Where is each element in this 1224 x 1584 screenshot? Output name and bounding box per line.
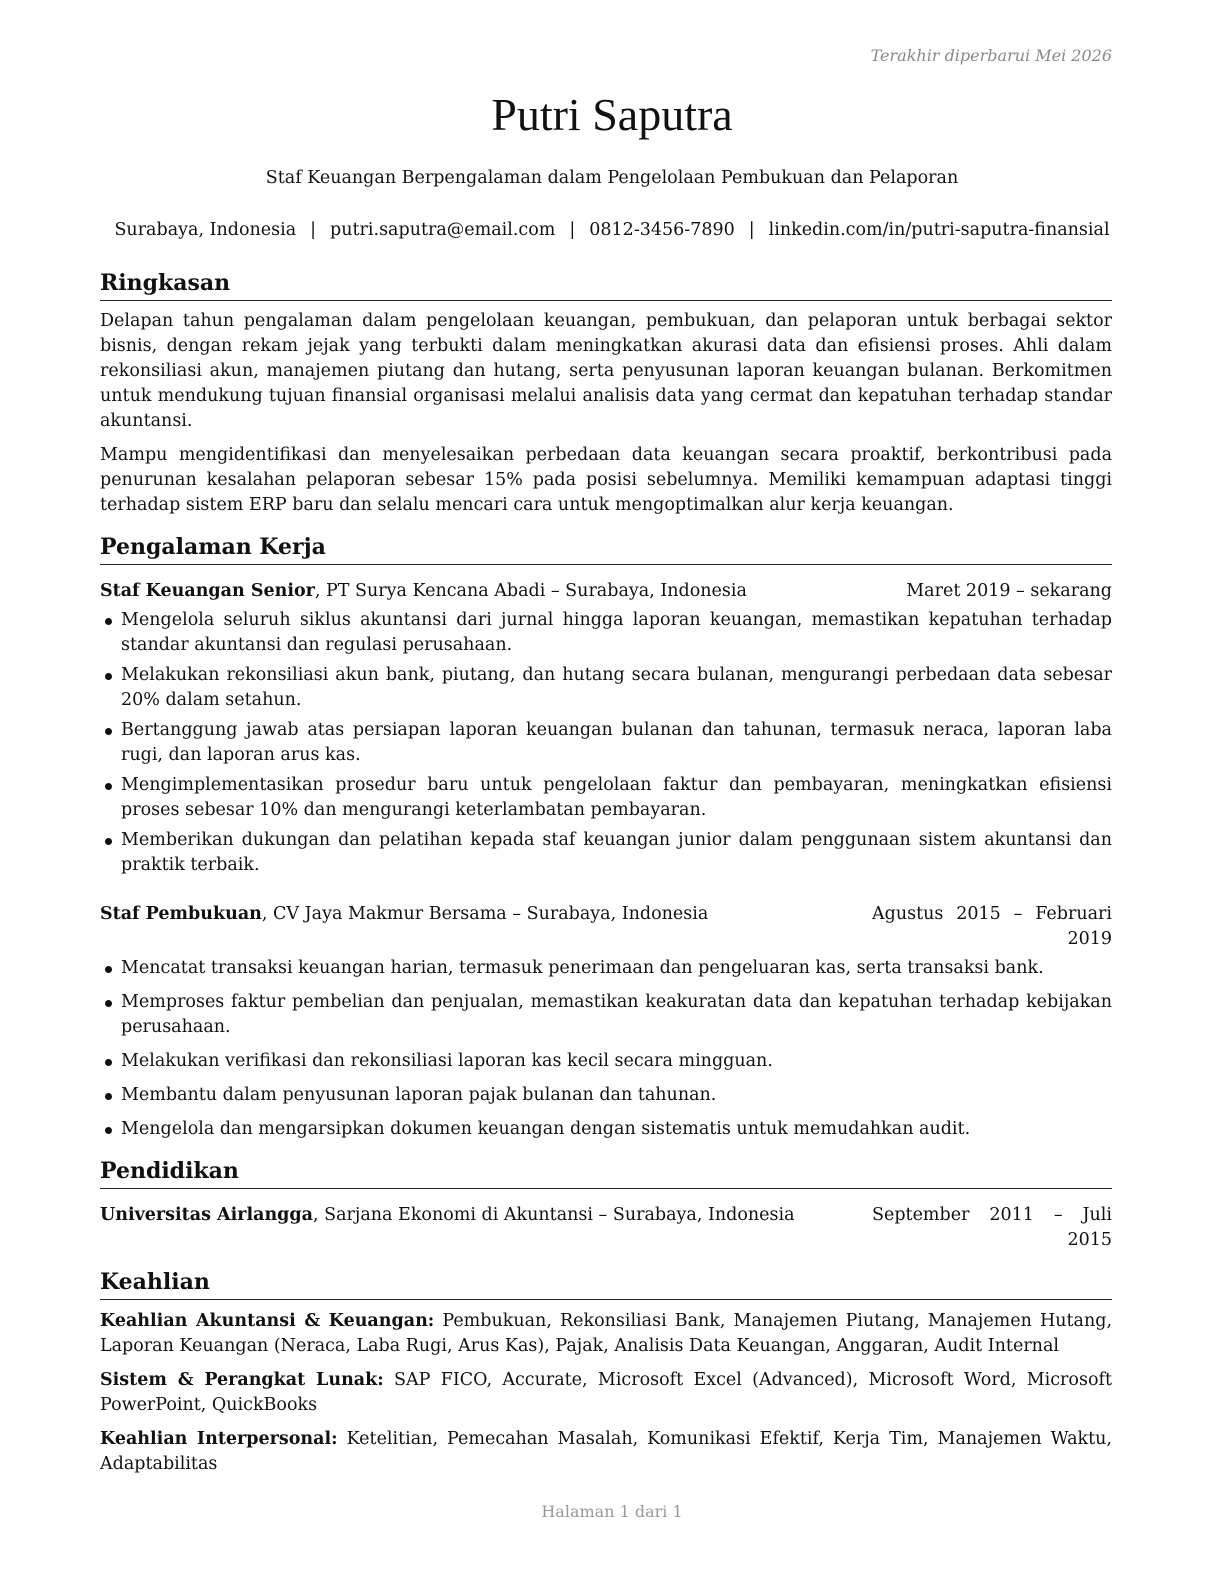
skill-group-items: Pembukuan, Rekonsiliasi Bank, Manajemen Piutang, Manajemen Hutang, Laporan Keuangan (Neraca, Laba Rugi, Arus Kas), Pajak, Analisis Data Keuangan, Anggaran, Audit Internal xyxy=(100,1311,1113,1356)
skills-section xyxy=(100,1267,1112,1477)
section-title-education: Pendidikan xyxy=(100,1156,1112,1189)
job-bullets xyxy=(100,956,1112,1142)
skill-group xyxy=(100,1427,1112,1477)
job-bullet: Memproses faktur pembelian dan penjualan, memastikan keakuratan data dan kepatuhan terhadap kebijakan perusahaan. xyxy=(100,990,1112,1040)
summary-paragraph: Delapan tahun pengalaman dalam pengelolaan keuangan, pembukuan, dan pelaporan untuk berbagai sektor bisnis, dengan rekam jejak yang terbukti dalam meningkatkan akurasi data dan efisiensi proses. Ahli dalam rekonsiliasi akun, manajemen piutang dan hutang, serta penyusunan laporan keuangan bulanan. Berkomitmen untuk mendukung tujuan finansial organisasi melalui analisis data yang cermat dan kepatuhan terhadap standar akuntansi. xyxy=(100,311,1112,431)
last-updated: Terakhir diperbarui Mei 2026 xyxy=(870,46,1112,65)
contact-line xyxy=(0,220,1224,240)
job-bullets xyxy=(100,608,1112,878)
job-bullet: Melakukan verifikasi dan rekonsiliasi laporan kas kecil secara mingguan. xyxy=(100,1049,1112,1074)
skill-group-label: Keahlian Interpersonal: xyxy=(100,1429,338,1449)
contact-phone: 0812-3456-7890 xyxy=(589,220,735,240)
job-company: , PT Surya Kencana Abadi – Surabaya, Indonesia xyxy=(314,581,747,601)
job-company: , CV Jaya Makmur Bersama – Surabaya, Indonesia xyxy=(261,904,709,924)
summary-section xyxy=(100,268,1112,518)
experience-section xyxy=(100,532,1112,1142)
candidate-headline: Staf Keuangan Berpengalaman dalam Pengelolaan Pembukuan dan Pelaporan xyxy=(265,168,959,188)
job-bullet: Bertanggung jawab atas persiapan laporan keuangan bulanan dan tahunan, termasuk neraca, laporan laba rugi, dan laporan arus kas. xyxy=(100,718,1112,768)
skill-group-items: Ketelitian, Pemecahan Masalah, Komunikasi Efektif, Kerja Tim, Manajemen Waktu, Adaptabilitas xyxy=(100,1429,1112,1474)
contact-email[interactable]: putri.saputra@email.com xyxy=(330,220,556,240)
education-school: Universitas Airlangga xyxy=(100,1205,313,1225)
job-title-line xyxy=(100,902,872,952)
job-dates: Maret 2019 – sekarang xyxy=(906,581,1112,601)
job-header xyxy=(100,579,1112,604)
summary-paragraph: Mampu mengidentifikasi dan menyelesaikan perbedaan data keuangan secara proaktif, berkontribusi pada penurunan kesalahan pelaporan sebesar 15% pada posisi sebelumnya. Memiliki kemampuan adaptasi tinggi terhadap sistem ERP baru dan selalu mencari cara untuk mengoptimalkan alur kerja keuangan. xyxy=(100,445,1112,515)
job-dates: Agustus 2015 – Februari 2019 xyxy=(872,904,1112,949)
candidate-name: Putri Saputra xyxy=(491,89,733,140)
job-title-line xyxy=(100,579,906,604)
job-bullet: Mengimplementasikan prosedur baru untuk pengelolaan faktur dan pembayaran, meningkatkan efisiensi proses sebesar 10% dan mengurangi keterlambatan pembayaran. xyxy=(100,773,1112,823)
job-bullet: Memberikan dukungan dan pelatihan kepada staf keuangan junior dalam penggunaan sistem akuntansi dan praktik terbaik. xyxy=(100,828,1112,878)
job-header xyxy=(100,902,1112,952)
resume-body xyxy=(100,268,1112,1477)
section-title-experience: Pengalaman Kerja xyxy=(100,532,1112,565)
skill-group xyxy=(100,1368,1112,1418)
job-bullet: Mencatat transaksi keuangan harian, termasuk penerimaan dan pengeluaran kas, serta transaksi bank. xyxy=(100,956,1112,981)
education-dates: September 2011 – Juli 2015 xyxy=(872,1205,1112,1250)
job-entry xyxy=(100,902,1112,1142)
job-bullet: Mengelola dan mengarsipkan dokumen keuangan dengan sistematis untuk memudahkan audit. xyxy=(100,1117,1112,1142)
contact-location: Surabaya, Indonesia xyxy=(114,220,297,240)
education-entry xyxy=(100,1203,1112,1253)
job-entry xyxy=(100,579,1112,878)
job-bullet: Mengelola seluruh siklus akuntansi dari jurnal hingga laporan keuangan, memastikan kepatuhan terhadap standar akuntansi dan regulasi perusahaan. xyxy=(100,608,1112,658)
skill-group-label: Keahlian Akuntansi & Keuangan: xyxy=(100,1311,435,1331)
skill-group xyxy=(100,1309,1112,1359)
page-number: Halaman 1 dari 1 xyxy=(541,1502,683,1521)
section-title-summary: Ringkasan xyxy=(100,268,1112,301)
skill-group-label: Sistem & Perangkat Lunak: xyxy=(100,1370,384,1390)
education-section xyxy=(100,1156,1112,1253)
education-degree: , Sarjana Ekonomi di Akuntansi – Surabaya, Indonesia xyxy=(313,1205,795,1225)
contact-separator: | xyxy=(569,220,576,240)
job-bullet: Membantu dalam penyusunan laporan pajak bulanan dan tahunan. xyxy=(100,1083,1112,1108)
education-title-line xyxy=(100,1203,872,1253)
job-bullet: Melakukan rekonsiliasi akun bank, piutang, dan hutang secara bulanan, mengurangi perbedaan data sebesar 20% dalam setahun. xyxy=(100,663,1112,713)
contact-linkedin[interactable]: linkedin.com/in/putri-saputra-finansial xyxy=(768,220,1110,240)
contact-separator: | xyxy=(748,220,755,240)
contact-separator: | xyxy=(310,220,317,240)
job-role: Staf Pembukuan xyxy=(100,904,262,924)
skill-group-items: SAP FICO, Accurate, Microsoft Excel (Advanced), Microsoft Word, Microsoft PowerPoint, QuickBooks xyxy=(100,1370,1112,1415)
job-role: Staf Keuangan Senior xyxy=(100,581,315,601)
section-title-skills: Keahlian xyxy=(100,1267,1112,1300)
